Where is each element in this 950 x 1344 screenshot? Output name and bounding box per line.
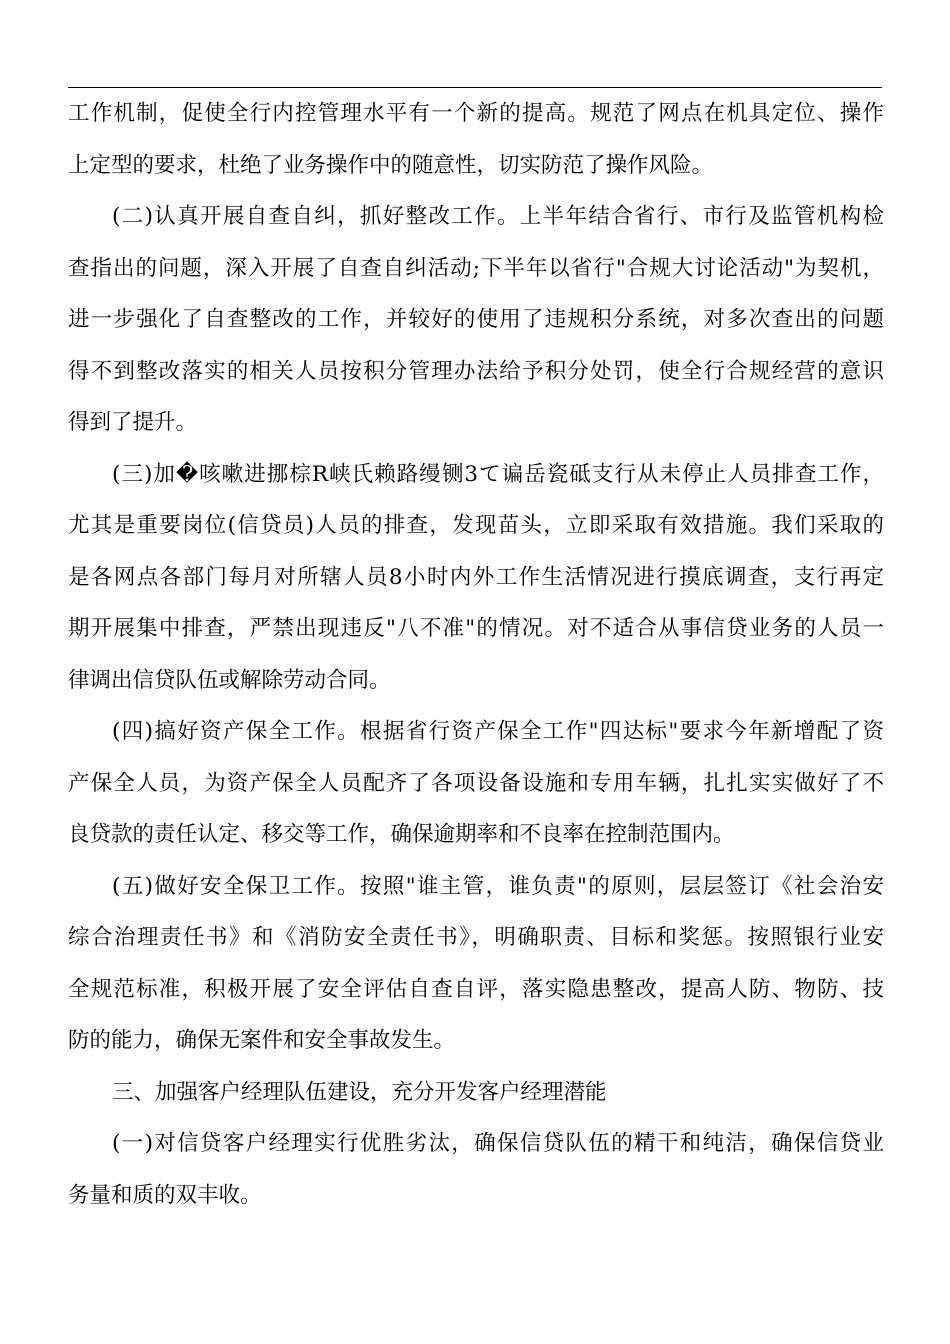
text-line: 得不到整改落实的相关人员按积分管理办法给予积分处罚，使全行合规经营的意识 xyxy=(68,358,884,384)
text-line: 得到了提升。 xyxy=(68,410,198,435)
text-line: 尤其是重要岗位(信贷员)人员的排查，发现苗头，立即采取有效措施。我们采取的 xyxy=(68,513,884,538)
text-line: 是各网点各部门每月对所辖人员8小时内外工作生活情况进行摸底调查，支行再定 xyxy=(68,564,884,590)
text-line: 律调出信贷队伍或解除劳动合同。 xyxy=(68,667,391,693)
text-line: 期开展集中排查，严禁出现违反"八不准"的情况。对不适合从事信贷业务的人员一 xyxy=(68,616,884,641)
paragraph-start-line: (五)做好安全保卫工作。按照"谁主管，谁负责"的原则，层层签订《社会治安 xyxy=(112,873,884,899)
document-body xyxy=(68,88,884,1221)
text-line: 查指出的问题，深入开展了自查自纠活动;下半年以省行"合规大讨论活动"为契机， xyxy=(68,255,884,281)
text-line: 综合治理责任书》和《消防安全责任书》，明确职责、目标和奖惩。按照银行业安 xyxy=(68,925,884,950)
text-line: 全规范标准，积极开展了安全评估自查自评，落实隐患整改，提高人防、物防、技 xyxy=(68,976,884,1002)
text-line: 务量和质的双丰收。 xyxy=(68,1182,262,1208)
paragraph-start-line: (四)搞好资产保全工作。根据省行资产保全工作"四达标"要求今年新增配了资 xyxy=(112,719,884,744)
text-line: 工作机制，促使全行内控管理水平有一个新的提高。规范了网点在机具定位、操作 xyxy=(68,101,884,126)
section-heading: 三、加强客户经理队伍建设，充分开发客户经理潜能 xyxy=(112,1079,607,1105)
text-line: 上定型的要求，杜绝了业务操作中的随意性，切实防范了操作风险。 xyxy=(68,152,714,178)
paragraph-start-line: (二)认真开展自查自纠，抓好整改工作。上半年结合省行、市行及监管机构检 xyxy=(112,204,884,229)
text-line: 良贷款的责任认定、移交等工作，确保逾期率和不良率在控制范围内。 xyxy=(68,822,735,847)
paragraph-start-line: (三)加�咳嗽进挪棕R峡氏赖路缦铡3て谝岳瓷砥支行从未停止人员排查工作， xyxy=(112,461,884,487)
text-line: 进一步强化了自查整改的工作，并较好的使用了违规积分系统，对多次查出的问题 xyxy=(68,307,884,332)
paragraph-start-line: (一)对信贷客户经理实行优胜劣汰，确保信贷队伍的精干和纯洁，确保信贷业 xyxy=(112,1131,884,1156)
text-line: 产保全人员，为资产保全人员配齐了各项设备设施和专用车辆，扎扎实实做好了不 xyxy=(68,770,884,796)
text-line: 防的能力，确保无案件和安全事故发生。 xyxy=(68,1028,456,1053)
